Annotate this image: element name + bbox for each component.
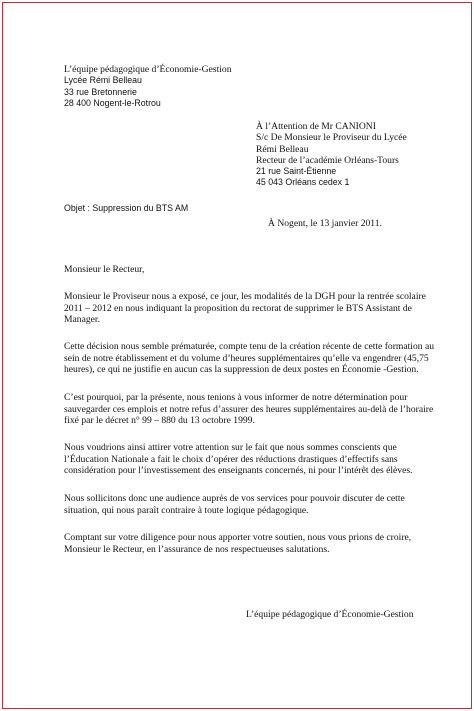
recipient-street: 21 rue Saint-Étienne [256, 166, 337, 177]
recipient-attention: À l’Attention de Mr CANIONI [256, 121, 376, 132]
salutation: Monsieur le Recteur, [64, 264, 145, 275]
sender-address [64, 64, 232, 109]
sender-school: Lycée Rémi Belleau [64, 75, 142, 86]
sender-city: 28 400 Nogent-le-Rotrou [64, 97, 161, 108]
paragraph-3: C’est pourquoi, par la présente, nous tenions à vous informer de notre détermination pour sauvegarder ces emplois et notre refus d’assurer des heures supplémentaires au-delà de l’horaire fixé par le décret n° 99 – 880 du 13 octobre 1999. [64, 392, 434, 427]
recipient-school: Rémi Belleau [256, 143, 309, 155]
paragraph-closing: Comptant sur votre diligence pour nous apporter votre soutien, nous vous prions de croire, Monsieur le Recteur, en l’assurance de nos respectueuses salutations. [64, 532, 412, 555]
signature: L’équipe pédagogique d’Économie-Gestion [246, 609, 414, 620]
paragraph-2: Cette décision nous semble prématurée, compte tenu de la création récente de cette formation au sein de notre établissement et du volume d’heures supplémentaires qu’elle va engendrer (45,75 heures), ce qui ne justifie en aucun cas la suppression de deux postes en Économie -Gestion. [64, 341, 435, 376]
recipient-city: 45 043 Orléans cedex 1 [256, 177, 350, 188]
date-line: À Nogent, le 13 janvier 2011. [268, 218, 382, 229]
subject-line: Objet : Suppression du BTS AM [64, 203, 189, 213]
sender-street: 33 rue Bretonnerie [64, 86, 137, 97]
recipient-address [256, 121, 407, 189]
sender-team: L’équipe pédagogique d’Économie-Gestion [64, 64, 232, 75]
paragraph-5: Nous sollicitons donc une audience auprès de vos services pour pouvoir discuter de cette situation, qui nous paraît contraire à toute logique pédagogique. [64, 493, 405, 516]
paragraph-4: Nous voudrions ainsi attirer votre attention sur le fait que nous sommes conscients que l’Éducation Nationale a fait le choix d’opérer des réductions drastiques d’effectifs sans considération pour l’investissement des enseignants concernés, ni pour l’intérêt des élèves. [64, 442, 413, 477]
recipient-via: S/c De Monsieur le Proviseur du Lycée [256, 132, 407, 144]
paragraph-1: Monsieur le Proviseur nous a exposé, ce jour, les modalités de la DGH pour la rentrée scolaire 2011 – 2012 en nous indiquant la proposition du rectorat de supprimer le BTS Assistant de Manager. [64, 291, 426, 326]
recipient-title: Recteur de l’académie Orléans-Tours [256, 154, 399, 166]
